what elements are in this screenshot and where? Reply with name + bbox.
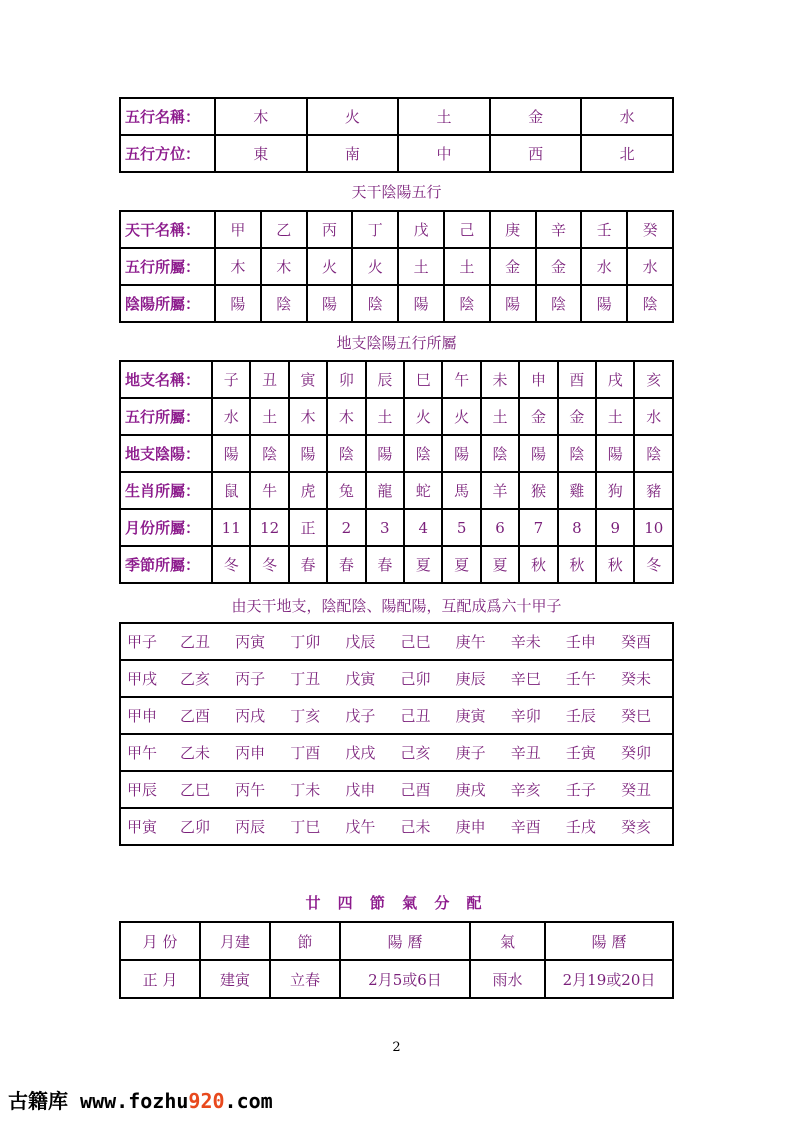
row-header: 天干名稱： <box>120 211 215 248</box>
jiazi-cell: 甲午 <box>120 734 180 771</box>
table-cell: 木 <box>215 248 261 285</box>
jiazi-cell: 丙戌 <box>235 697 290 734</box>
table-cell: 陰 <box>536 285 582 322</box>
table-cell: 金 <box>536 248 582 285</box>
footer-brand: 古籍库 <box>8 1089 68 1113</box>
jiazi-cell: 丙申 <box>235 734 290 771</box>
table-cell: 陽 <box>442 435 480 472</box>
table-cell: 雞 <box>558 472 596 509</box>
wuxing-table <box>119 97 674 173</box>
table-cell: 建寅 <box>200 960 270 998</box>
jiazi-cell: 辛丑 <box>511 734 566 771</box>
table-row <box>120 623 673 660</box>
table-cell: 乙 <box>261 211 307 248</box>
table-cell: 火 <box>307 98 399 135</box>
table-cell: 水 <box>627 248 673 285</box>
table-cell: 春 <box>289 546 327 583</box>
jiazi-cell: 庚申 <box>456 808 511 845</box>
column-header: 陽 曆 <box>545 922 673 960</box>
table-cell: 2 <box>327 509 365 546</box>
jiazi-cell: 壬子 <box>566 771 621 808</box>
table-cell: 6 <box>481 509 519 546</box>
table-cell: 金 <box>558 398 596 435</box>
jiazi-table <box>119 622 674 846</box>
table-row <box>120 472 673 509</box>
column-header: 陽 曆 <box>340 922 470 960</box>
table-cell: 陰 <box>404 435 442 472</box>
jiazi-cell: 丁未 <box>290 771 345 808</box>
table-cell: 木 <box>215 98 307 135</box>
jiazi-cell: 丙辰 <box>235 808 290 845</box>
table-cell: 9 <box>596 509 634 546</box>
table-cell: 亥 <box>634 361 673 398</box>
row-header: 生肖所屬： <box>120 472 212 509</box>
table-cell: 木 <box>261 248 307 285</box>
table-cell: 子 <box>212 361 250 398</box>
table-cell: 土 <box>444 248 490 285</box>
jiazi-cell: 甲申 <box>120 697 180 734</box>
jiazi-cell: 癸丑 <box>621 771 673 808</box>
table-cell: 正 月 <box>120 960 200 998</box>
table-row <box>120 660 673 697</box>
table-header-row <box>120 922 673 960</box>
table-cell: 東 <box>215 135 307 172</box>
jiazi-cell: 辛亥 <box>511 771 566 808</box>
table-cell: 春 <box>366 546 404 583</box>
table-cell: 戌 <box>596 361 634 398</box>
jiazi-cell: 己卯 <box>401 660 456 697</box>
row-header: 五行方位： <box>120 135 215 172</box>
table-cell: 南 <box>307 135 399 172</box>
table-cell: 4 <box>404 509 442 546</box>
table-cell: 甲 <box>215 211 261 248</box>
jiazi-cell: 庚午 <box>456 623 511 660</box>
table-cell: 土 <box>366 398 404 435</box>
table-cell: 申 <box>519 361 557 398</box>
column-header: 節 <box>270 922 340 960</box>
table-cell: 立春 <box>270 960 340 998</box>
jiazi-cell: 己巳 <box>401 623 456 660</box>
jiazi-cell: 戊子 <box>345 697 400 734</box>
table-cell: 金 <box>519 398 557 435</box>
table-row <box>120 771 673 808</box>
row-header: 季節所屬： <box>120 546 212 583</box>
table-cell: 火 <box>442 398 480 435</box>
jiazi-cell: 戊辰 <box>345 623 400 660</box>
jiazi-cell: 戊午 <box>345 808 400 845</box>
jiazi-cell: 戊申 <box>345 771 400 808</box>
table-cell: 陽 <box>289 435 327 472</box>
table-cell: 陰 <box>444 285 490 322</box>
table-cell: 正 <box>289 509 327 546</box>
jiazi-cell: 己未 <box>401 808 456 845</box>
table-cell: 陽 <box>215 285 261 322</box>
table-cell: 寅 <box>289 361 327 398</box>
table-cell: 牛 <box>250 472 288 509</box>
table-cell: 夏 <box>442 546 480 583</box>
footer-url-suffix: .com <box>224 1089 273 1113</box>
jiazi-cell: 癸酉 <box>621 623 673 660</box>
table-cell: 雨水 <box>470 960 545 998</box>
table-row <box>120 398 673 435</box>
table-cell: 虎 <box>289 472 327 509</box>
table-cell: 陽 <box>581 285 627 322</box>
jiazi-cell: 乙丑 <box>180 623 235 660</box>
table-cell: 庚 <box>490 211 536 248</box>
table-cell: 夏 <box>404 546 442 583</box>
table-cell: 馬 <box>442 472 480 509</box>
table-cell: 陰 <box>327 435 365 472</box>
table-cell: 土 <box>398 248 444 285</box>
table-cell: 陰 <box>634 435 673 472</box>
table-row <box>120 808 673 845</box>
jiazi-cell: 丁丑 <box>290 660 345 697</box>
table-row <box>120 98 673 135</box>
table-row <box>120 361 673 398</box>
table-cell: 西 <box>490 135 582 172</box>
table-cell: 水 <box>634 398 673 435</box>
table-cell: 冬 <box>212 546 250 583</box>
table-cell: 陽 <box>307 285 353 322</box>
jiazi-cell: 庚辰 <box>456 660 511 697</box>
table-cell: 龍 <box>366 472 404 509</box>
table-cell: 己 <box>444 211 490 248</box>
table-row <box>120 211 673 248</box>
table-cell: 兔 <box>327 472 365 509</box>
row-header: 五行所屬： <box>120 398 212 435</box>
dizhi-table <box>119 360 674 584</box>
jiazi-cell: 庚子 <box>456 734 511 771</box>
table-cell: 冬 <box>634 546 673 583</box>
jiazi-cell: 丁酉 <box>290 734 345 771</box>
table-cell: 土 <box>250 398 288 435</box>
jiazi-cell: 乙卯 <box>180 808 235 845</box>
table-cell: 木 <box>327 398 365 435</box>
table-cell: 丙 <box>307 211 353 248</box>
jiazi-cell: 丁巳 <box>290 808 345 845</box>
table-cell: 鼠 <box>212 472 250 509</box>
table-cell: 夏 <box>481 546 519 583</box>
table-cell: 狗 <box>596 472 634 509</box>
table-row <box>120 697 673 734</box>
jiazi-cell: 乙未 <box>180 734 235 771</box>
table-cell: 丁 <box>352 211 398 248</box>
table-cell: 丑 <box>250 361 288 398</box>
table-cell: 秋 <box>558 546 596 583</box>
tiangan-caption: 天干陰陽五行 <box>351 183 442 201</box>
table-cell: 中 <box>398 135 490 172</box>
jiazi-cell: 辛巳 <box>511 660 566 697</box>
table-cell: 陰 <box>481 435 519 472</box>
row-header: 陰陽所屬： <box>120 285 215 322</box>
jiazi-cell: 甲寅 <box>120 808 180 845</box>
table-cell: 辛 <box>536 211 582 248</box>
table-cell: 午 <box>442 361 480 398</box>
table-cell: 陰 <box>261 285 307 322</box>
column-header: 月建 <box>200 922 270 960</box>
table-row <box>120 435 673 472</box>
jiazi-cell: 乙亥 <box>180 660 235 697</box>
jiazi-cell: 庚戌 <box>456 771 511 808</box>
table-cell: 陽 <box>519 435 557 472</box>
jiazi-cell: 壬申 <box>566 623 621 660</box>
row-header: 五行所屬： <box>120 248 215 285</box>
table-cell: 2月5或6日 <box>340 960 470 998</box>
table-cell: 8 <box>558 509 596 546</box>
table-row <box>120 546 673 583</box>
jiazi-cell: 戊寅 <box>345 660 400 697</box>
column-header: 氣 <box>470 922 545 960</box>
jiazi-cell: 辛未 <box>511 623 566 660</box>
jiazi-cell: 癸亥 <box>621 808 673 845</box>
table-cell: 陽 <box>596 435 634 472</box>
table-cell: 壬 <box>581 211 627 248</box>
table-cell: 陽 <box>212 435 250 472</box>
row-header: 月份所屬： <box>120 509 212 546</box>
table-cell: 冬 <box>250 546 288 583</box>
jiazi-cell: 辛酉 <box>511 808 566 845</box>
jiazi-cell: 丁卯 <box>290 623 345 660</box>
table-cell: 水 <box>212 398 250 435</box>
jieqi-title: 廿 四 節 氣 分 配 <box>305 894 488 912</box>
table-cell: 巳 <box>404 361 442 398</box>
table-cell: 10 <box>634 509 673 546</box>
footer-url-accent: 920 <box>188 1089 225 1113</box>
table-cell: 辰 <box>366 361 404 398</box>
table-cell: 蛇 <box>404 472 442 509</box>
table-cell: 陽 <box>366 435 404 472</box>
table-cell: 水 <box>581 98 673 135</box>
table-row <box>120 734 673 771</box>
table-cell: 陰 <box>250 435 288 472</box>
table-cell: 秋 <box>596 546 634 583</box>
jiazi-cell: 壬寅 <box>566 734 621 771</box>
table-cell: 陰 <box>352 285 398 322</box>
table-cell: 豬 <box>634 472 673 509</box>
jiazi-cell: 癸未 <box>621 660 673 697</box>
table-row <box>120 135 673 172</box>
table-cell: 陰 <box>627 285 673 322</box>
jieqi-table <box>119 921 674 999</box>
table-row <box>120 960 673 998</box>
footer-watermark <box>8 1085 273 1114</box>
jiazi-cell: 丙子 <box>235 660 290 697</box>
jiazi-cell: 乙巳 <box>180 771 235 808</box>
table-cell: 酉 <box>558 361 596 398</box>
jiazi-cell: 甲辰 <box>120 771 180 808</box>
table-cell: 11 <box>212 509 250 546</box>
table-cell: 土 <box>596 398 634 435</box>
tiangan-table <box>119 210 674 323</box>
table-cell: 卯 <box>327 361 365 398</box>
table-cell: 猴 <box>519 472 557 509</box>
jiazi-cell: 甲戌 <box>120 660 180 697</box>
table-cell: 癸 <box>627 211 673 248</box>
jiazi-cell: 己丑 <box>401 697 456 734</box>
table-cell: 水 <box>581 248 627 285</box>
table-cell: 火 <box>307 248 353 285</box>
table-cell: 陽 <box>490 285 536 322</box>
jiazi-cell: 壬辰 <box>566 697 621 734</box>
table-cell: 火 <box>352 248 398 285</box>
jiazi-cell: 戊戌 <box>345 734 400 771</box>
jiazi-cell: 乙酉 <box>180 697 235 734</box>
table-cell: 3 <box>366 509 404 546</box>
table-cell: 春 <box>327 546 365 583</box>
row-header: 地支名稱： <box>120 361 212 398</box>
table-cell: 2月19或20日 <box>545 960 673 998</box>
dizhi-caption: 地支陰陽五行所屬 <box>336 334 457 352</box>
jiazi-cell: 壬戌 <box>566 808 621 845</box>
jiazi-cell: 己酉 <box>401 771 456 808</box>
page-number: 2 <box>392 1040 401 1055</box>
jiazi-cell: 丙午 <box>235 771 290 808</box>
table-cell: 北 <box>581 135 673 172</box>
table-cell: 土 <box>481 398 519 435</box>
jiazi-cell: 庚寅 <box>456 697 511 734</box>
jiazi-cell: 壬午 <box>566 660 621 697</box>
jiazi-cell: 丙寅 <box>235 623 290 660</box>
table-cell: 戊 <box>398 211 444 248</box>
jiazi-cell: 辛卯 <box>511 697 566 734</box>
row-header: 地支陰陽： <box>120 435 212 472</box>
table-cell: 羊 <box>481 472 519 509</box>
table-row <box>120 509 673 546</box>
table-cell: 火 <box>404 398 442 435</box>
table-cell: 12 <box>250 509 288 546</box>
column-header: 月 份 <box>120 922 200 960</box>
table-cell: 秋 <box>519 546 557 583</box>
table-cell: 陽 <box>398 285 444 322</box>
jiazi-cell: 甲子 <box>120 623 180 660</box>
table-cell: 金 <box>490 248 536 285</box>
table-cell: 5 <box>442 509 480 546</box>
jiazi-cell: 癸巳 <box>621 697 673 734</box>
table-cell: 金 <box>490 98 582 135</box>
jiazi-cell: 癸卯 <box>621 734 673 771</box>
jiazi-cell: 丁亥 <box>290 697 345 734</box>
table-cell: 陰 <box>558 435 596 472</box>
table-cell: 土 <box>398 98 490 135</box>
row-header: 五行名稱： <box>120 98 215 135</box>
jiazi-cell: 己亥 <box>401 734 456 771</box>
table-row <box>120 248 673 285</box>
jiazi-caption: 由天干地支，陰配陰、陽配陽，互配成爲六十甲子 <box>231 597 562 615</box>
footer-url-prefix: www.fozhu <box>80 1089 189 1113</box>
table-row <box>120 285 673 322</box>
table-cell: 未 <box>481 361 519 398</box>
table-cell: 木 <box>289 398 327 435</box>
table-cell: 7 <box>519 509 557 546</box>
